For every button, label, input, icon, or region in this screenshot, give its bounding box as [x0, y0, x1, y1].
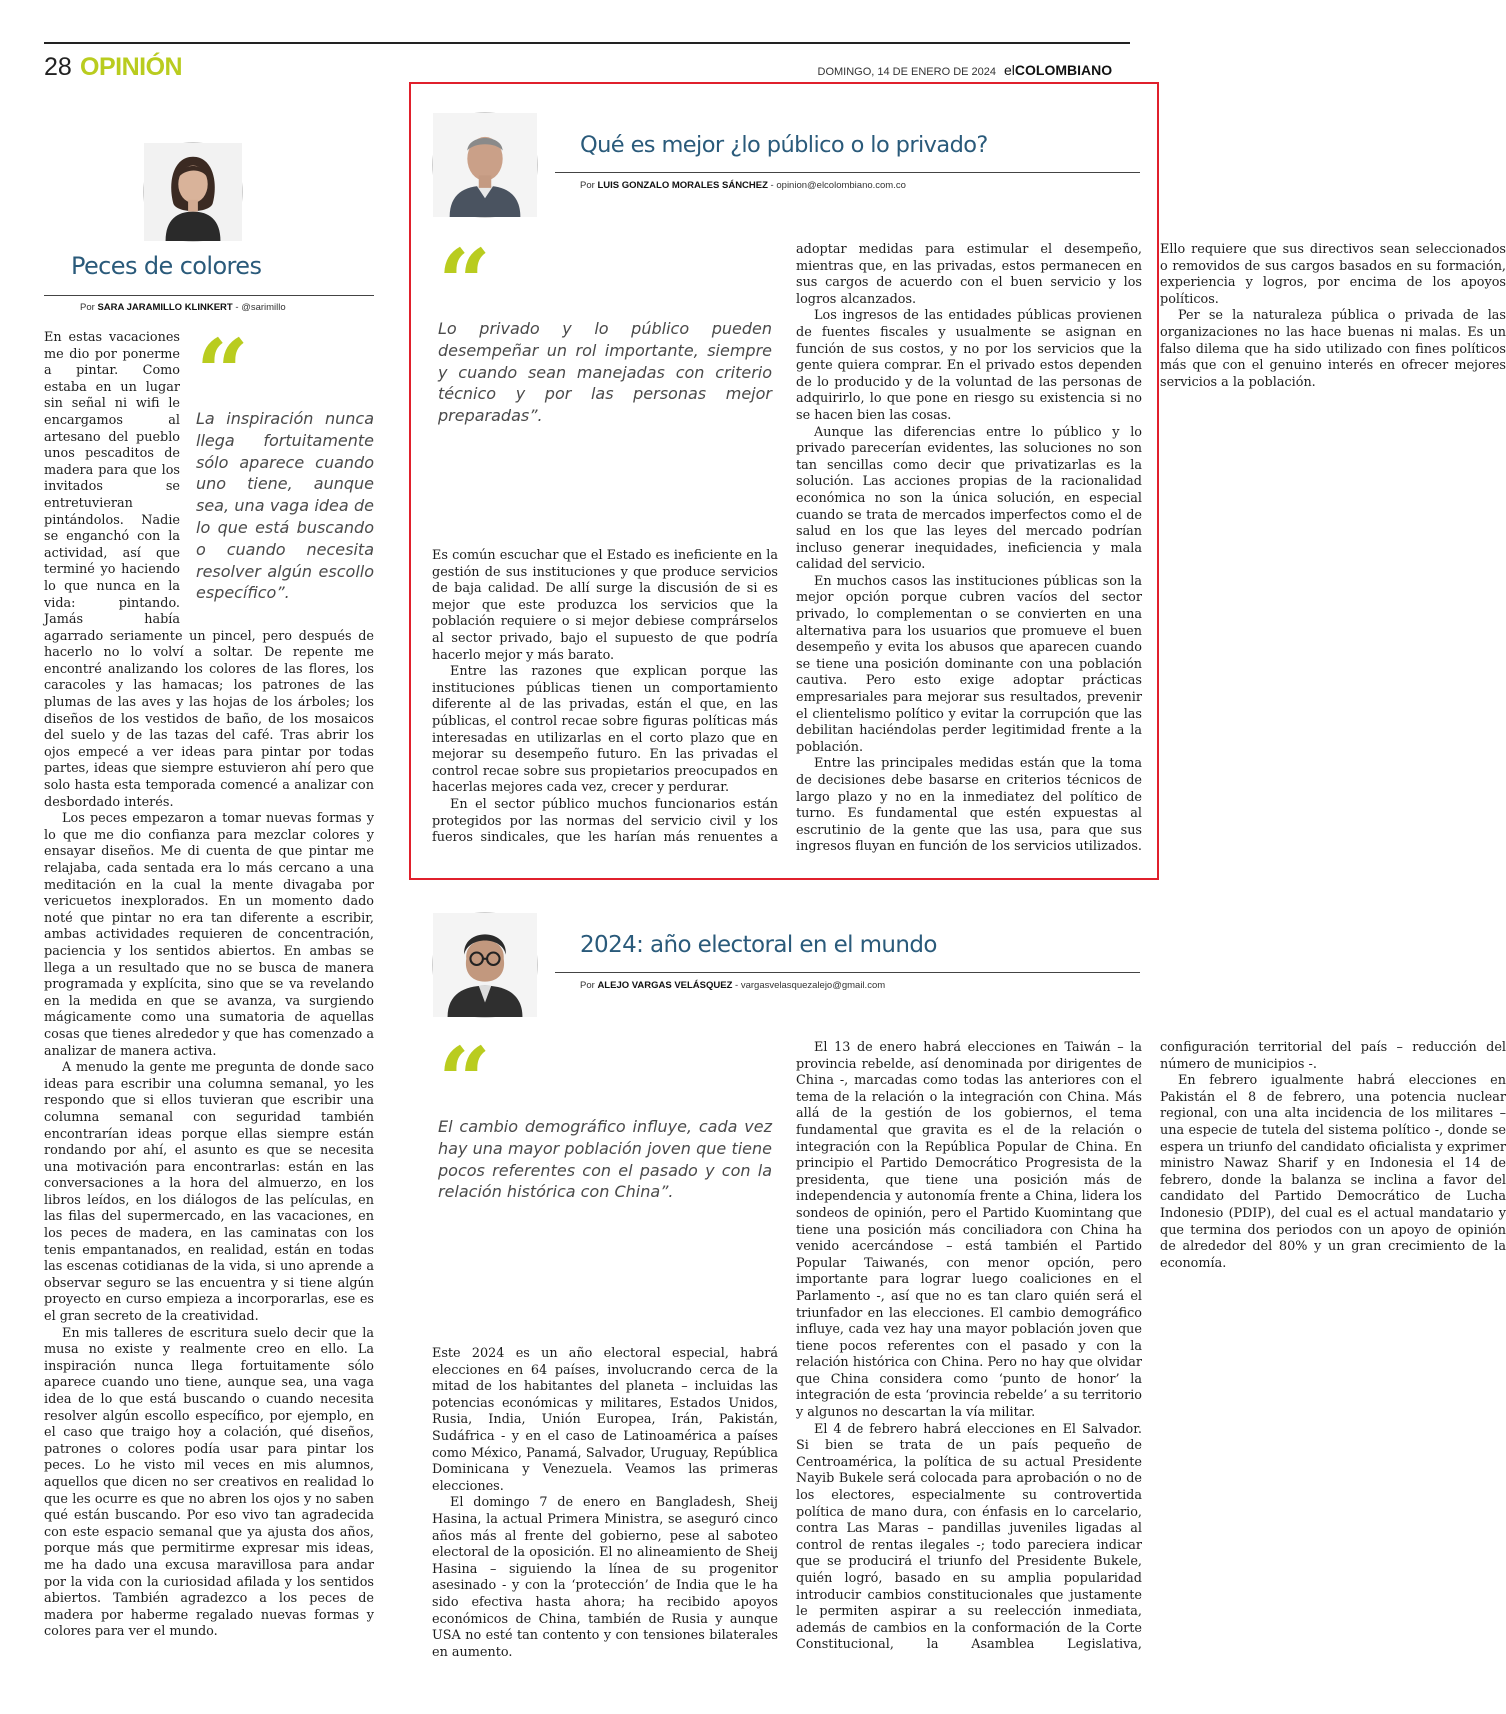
byline-handle: vargasvelasquezalejo@gmail.com — [740, 980, 886, 991]
man-glasses-portrait-icon — [433, 913, 537, 1017]
pullquote: Lo privado y lo público pueden desempeñar un rol importante, siempre y cuando sean manejadas con criterio técnico y por las personas mejor preparadas”. — [438, 319, 772, 426]
author-avatar-luis — [432, 112, 538, 218]
pullquote-block — [432, 1027, 778, 1346]
article-columns — [432, 1027, 1506, 1682]
paragraph: Entre las razones que explican porque las instituciones públicas tienen un comportamiento diferente al de las privadas, están el que, en las públicas, el control recae sobre figuras políticas más interesadas en utilizarlas en el corto plazo que en mejorar su desempeño futuro. En las privadas el control recae sobre sus propietarios preocupados en hacerlas mejores cada vez, crecer y perdurar. — [432, 664, 778, 796]
title-rule — [44, 295, 374, 296]
article-title: 2024: año electoral en el mundo — [580, 932, 937, 958]
paragraph: Entre las principales medidas están que la toma de decisiones debe basarse en criterios técnicos de largo plazo y no en la inmediatez del político de turno. Es fundamental que estén expuestas al escrutinio de la gente que las usa, para que sus ingresos fluyan en función de los servicios utilizados. Ello requiere que sus directivos sean seleccionados o removidos de sus cargos basados en su formación, experiencia y logros, por encima de los apoyos políticos. — [796, 242, 1506, 855]
author-avatar-alejo — [432, 912, 538, 1018]
byline-handle: @sarimillo — [241, 302, 286, 313]
paragraph: En mis talleres de escritura suelo decir que la musa no existe y realmente creo en ello. La inspiración nunca llega fortuitamente sólo aparece cuando uno tiene, aunque sea, una vaga idea de lo que está buscando o cuando necesita resolver algún escollo específico, por ejemplo, en el caso que traigo hoy a colación, qué diseños, patrones o colores podía usar para pintar los peces. Lo he visto mil veces en mis alumnos, aquellos que dicen no ser creativos en realidad lo que les ocurre es que no abren los ojos y no saben qué están buscando. Por eso vivo tan agradecida con este espacio semanal que ya ajusta dos años, porque más que permitirme expresar mis ideas, me ha dado una excusa maravillosa para andar por la vida con la curiosidad afilada y los sentidos abiertos. También agradezco a los peces de madera por haberme regalado nuevas formas y colores para ver el mundo. — [44, 1325, 374, 1640]
paragraph: Los ingresos de las entidades públicas provienen de fuentes fiscales y usualmente se asignan en función de sus costos, y no por los servicios que la gente quiera comprar. En el privado estos dependen de lo producido y de la voluntad de las personas de adquirirlo, lo que pone en riesgo su existencia si no se hacen bien las cosas. — [796, 308, 1142, 423]
paragraph: Este 2024 es un año electoral especial, habrá elecciones en 64 países, involucrando cerca de la mitad de los habitantes del planeta – incluidas las potencias económicas y militares, Estados Unidos, Rusia, India, Unión Europea, Irán, Pakistán, Sudáfrica - y en el caso de Latinoamérica a países como México, Panamá, Salvador, Uruguay, República Dominicana y Venezuela. Veamos las primeras elecciones. — [432, 1346, 778, 1494]
article-title: Qué es mejor ¿lo público o lo privado? — [580, 132, 988, 158]
paragraph: En muchos casos las instituciones públicas son la mejor opción porque cubren vacíos del sector privado, lo complementan o se convierten en una alternativa para los usuarios que promueve el buen desempeño y evita los abusos que aparecen cuando se tiene una posición dominante con una población cautiva. Pero esto exige adoptar prácticas empresariales para mejorar sus resultados, prevenir el clientelismo político y evitar la corrupción que las debilitan haciéndolas perder legitimidad frente a la población. — [796, 573, 1142, 755]
masthead-name: COLOMBIANO — [1014, 62, 1113, 78]
article-byline: Por SARA JARAMILLO KLINKERT - @sarimillo — [80, 302, 286, 313]
pullquote: El cambio demográfico influye, cada vez hay una mayor población joven que tiene pocos referentes con el pasado y con la relación histórica con China”. — [438, 1117, 772, 1202]
byline-prefix: Por — [580, 980, 595, 991]
pullquote: La inspiración nunca llega fortuitamente sólo aparece cuando uno tiene, aunque sea, una vaga idea de lo que está buscando o cuando necesita resolver algún escollo específico”. — [196, 409, 374, 603]
byline-author: LUIS GONZALO MORALES SÁNCHEZ — [597, 180, 768, 191]
byline-prefix: Por — [80, 302, 95, 313]
article-columns — [432, 229, 1506, 857]
quote-mark-icon: “ — [438, 229, 485, 337]
byline-author: SARA JARAMILLO KLINKERT — [97, 302, 233, 313]
paragraph: Es común escuchar que el Estado es ineficiente en la gestión de sus instituciones y que produce servicios de baja calidad. De allí surge la discusión de si es mejor que este produzca los servicios que la población requiere o si mejor debiese comprárselos al sector privado, bajo el supuesto de que podría hacerlo mejor y más barato. — [432, 548, 778, 663]
byline-prefix: Por — [580, 180, 595, 191]
article-byline: Por ALEJO VARGAS VELÁSQUEZ - vargasvelasquezalejo@gmail.com — [580, 980, 886, 991]
paragraph: El 13 de enero habrá elecciones en Taiwán – la provincia rebelde, así denominada por dirigentes de China -, marcadas como todas las anteriores con el tema de la relación o la integración con China. Más allá de la gestión de los gobiernos, el tema fundamental que gravita es el de la relación o integración con la República Popular de China. En principio el Partido Democrático Progresista de la presidenta, que tiene una posición más de independencia y autonomía frente a China, lidera los sondeos de opinión, pero el Partido Kuomintang que tiene una posición más conciliadora con China ha venido acercándose – está también el Partido Popular Taiwanés, con menor opción, pero importante para lograr luego coaliciones en el Parlamento -, así que no es tan claro quién será el triunfador en las elecciones. El cambio demográfico influye, cada vez hay una mayor población joven que tiene pocos referentes con el pasado y con la relación histórica con China. Pero no hay que olvidar que China considera como ‘punto de honor’ la integración de esta ‘provincia rebelde’ a su territorio y algunos no descartan la vía militar. — [796, 1040, 1142, 1421]
paragraph: A menudo la gente me pregunta de donde saco ideas para escribir una columna semanal, yo les respondo que si ellos tuvieran que escribir una columna semanal con seguridad también encontrarían ideas porque ellas siempre están rondando por ahí, el asunto es que se necesita una motivación para encontrarlas: están en las conversaciones a la hora del almuerzo, en los libros leídos, en los diálogos de las películas, en las filas del supermercado, en las vacaciones, en los peces de madera, en las caminatas con los tenis empantanados, en realidad, están en todas las escenas cotidianas de la vida, si uno aprende a observar seguro se las encuentra y si tiene algún proyecto en curso empieza a incorporarlas, ese es el gran secreto de la creatividad. — [44, 1060, 374, 1325]
paragraph: En estas vacaciones me dio por ponerme a pintar. Como estaba en un lugar sin señal ni wifi le encargamos al artesano del pueblo unos pescaditos de madera para que los invitados se entretuvieran pintándolos. Nadie se enganchó con la actividad, así que terminé yo haciendo lo que nunca en la vida: pintando. Jamás había agarrado seriamente un pincel, pero después de hacerlo no lo volví a soltar. De repente me encontré analizando los colores de las flores, los caracoles y las hamacas; los patrones de las plumas de las aves y las hojas de los árboles; los diseños de los vestidos de baño, de los mosaicos del suelo y de las tazas del café. Tras abrir los ojos empecé a ver ideas para pintar por todas partes, ideas que siempre estuvieron ahí pero que solo hasta esta temporada comencé a analizar con desbordado interés. — [44, 330, 374, 810]
paragraph: En el sector público muchos funcionarios están protegidos por las normas del servicio civil y los fueros sindicales, que les harían más renuentes a adoptar medidas para estimular el desempeño, mientras que, en las privadas, estos permanecen en sus cargos de acuerdo con el buen servicio y los logros alcanzados. — [432, 242, 1142, 846]
section-title: OPINIÓN — [80, 53, 183, 81]
page-number: 28 — [44, 53, 72, 81]
man-portrait-icon — [433, 113, 537, 217]
masthead-prefix: el — [1004, 62, 1015, 78]
pullquote-block — [432, 229, 778, 548]
article-column — [44, 319, 374, 1680]
header-rule — [44, 42, 1130, 44]
title-rule — [555, 172, 1140, 173]
issue-date: DOMINGO, 14 DE ENERO DE 2024 — [817, 66, 996, 78]
author-avatar-sara — [143, 142, 243, 242]
masthead-logo — [1004, 62, 1112, 78]
paragraph: El domingo 7 de enero en Bangladesh, Sheij Hasina, la actual Primera Ministra, se aseguró cinco años más al frente del gobierno, pese al saboteo electoral de la oposición. El no alineamiento de Sheij Hasina – siguiendo la línea de su progenitor asesinado - y con la ‘protección’ de India que le ha sido efectiva hasta ahora; ha recibido apoyos económicos de China, también de Rusia y aunque USA no esté tan contento y con tensiones bilaterales en aumento. — [432, 1495, 778, 1660]
quote-mark-icon: “ — [196, 319, 243, 427]
paragraph: El 4 de febrero habrá elecciones en El Salvador. Si bien se trata de un país pequeño de Centroamérica, la política de su actual Presidente Nayib Bukele será colocada para aprobación o no de los electores, especialmente su controvertida política de mano dura, con énfasis en lo carcelario, contra Las Maras – pandillas juveniles ligadas al control de rentas ilegales -; todo pareciera indicar que se producirá el triunfo del Presidente Bukele, quién logró, basado en su amplia popularidad introducir cambios constitucionales que justamente le permiten aspirar a su reelección inmediata, además de cambios en la conformación de la Corte Constitucional, la Asamblea Legislativa, configuración territorial del país – reducción del número de municipios -. — [796, 1040, 1506, 1653]
paragraph: En febrero igualmente habrá elecciones en Pakistán el 8 de febrero, una potencia nuclear regional, con una alta incidencia de los militares – una especie de tutela del sistema político -, donde se espera un triunfo del candidato oficialista y exprimer ministro Nawaz Sharif y en Indonesia el 14 de febrero, donde la balanza se inclina a favor del candidato del Partido Democrático de Lucha Indonesio (PDIP), del cual es el actual mandatario y que termina dos periodos con un apoyo de opinión de alrededor del 80% y un gran crecimiento de la economía. — [1160, 1073, 1506, 1271]
quote-mark-icon: “ — [438, 1027, 485, 1135]
byline-author: ALEJO VARGAS VELÁSQUEZ — [597, 980, 733, 991]
paragraph: Aunque las diferencias entre lo público y lo privado parecerían evidentes, las soluciones no son tan sencillas como decir que privatizarlas es la solución. Las acciones propias de la racionalidad económica no son la única solución, en especial cuando se trata de mercados imperfectos como el de salud en los que las leyes del mercado podrían incluso generar inequidades, ineficiencia y mala calidad del servicio. — [796, 424, 1142, 573]
pullquote-float — [196, 319, 374, 614]
woman-portrait-icon — [144, 143, 242, 241]
article-title: Peces de colores — [71, 252, 262, 280]
paragraph: Los peces empezaron a tomar nuevas formas y lo que me dio confianza para mezclar colores y ensayar diseños. Me di cuenta de que pintar me relajaba, cada sentada era lo más cercano a una meditación en la cual la mente divagaba por vericuetos inexplorados. En un momento dado noté que pintar no era tan diferente a escribir, ambas actividades requieren de concentración, paciencia y los sentidos abiertos. En ambas se llega a un resultado que no se busca de manera programada y explícita, sino que se va revelando en la medida en que se avanza, va surgiendo mágicamente como una sumatoria de aquellas cosas que tienes alrededor y que has comenzado a analizar de manera activa. — [44, 811, 374, 1059]
paragraph: Per se la naturaleza pública o privada de las organizaciones no las hace buenas ni malas. Es un falso dilema que ha sido utilizado con fines políticos más que con el genuino interés en ofrecer mejores servicios a la población. — [1160, 308, 1506, 390]
byline-handle: opinion@elcolombiano.com.co — [776, 180, 906, 191]
article-byline: Por LUIS GONZALO MORALES SÁNCHEZ - opinion@elcolombiano.com.co — [580, 180, 906, 191]
title-rule — [555, 972, 1140, 973]
